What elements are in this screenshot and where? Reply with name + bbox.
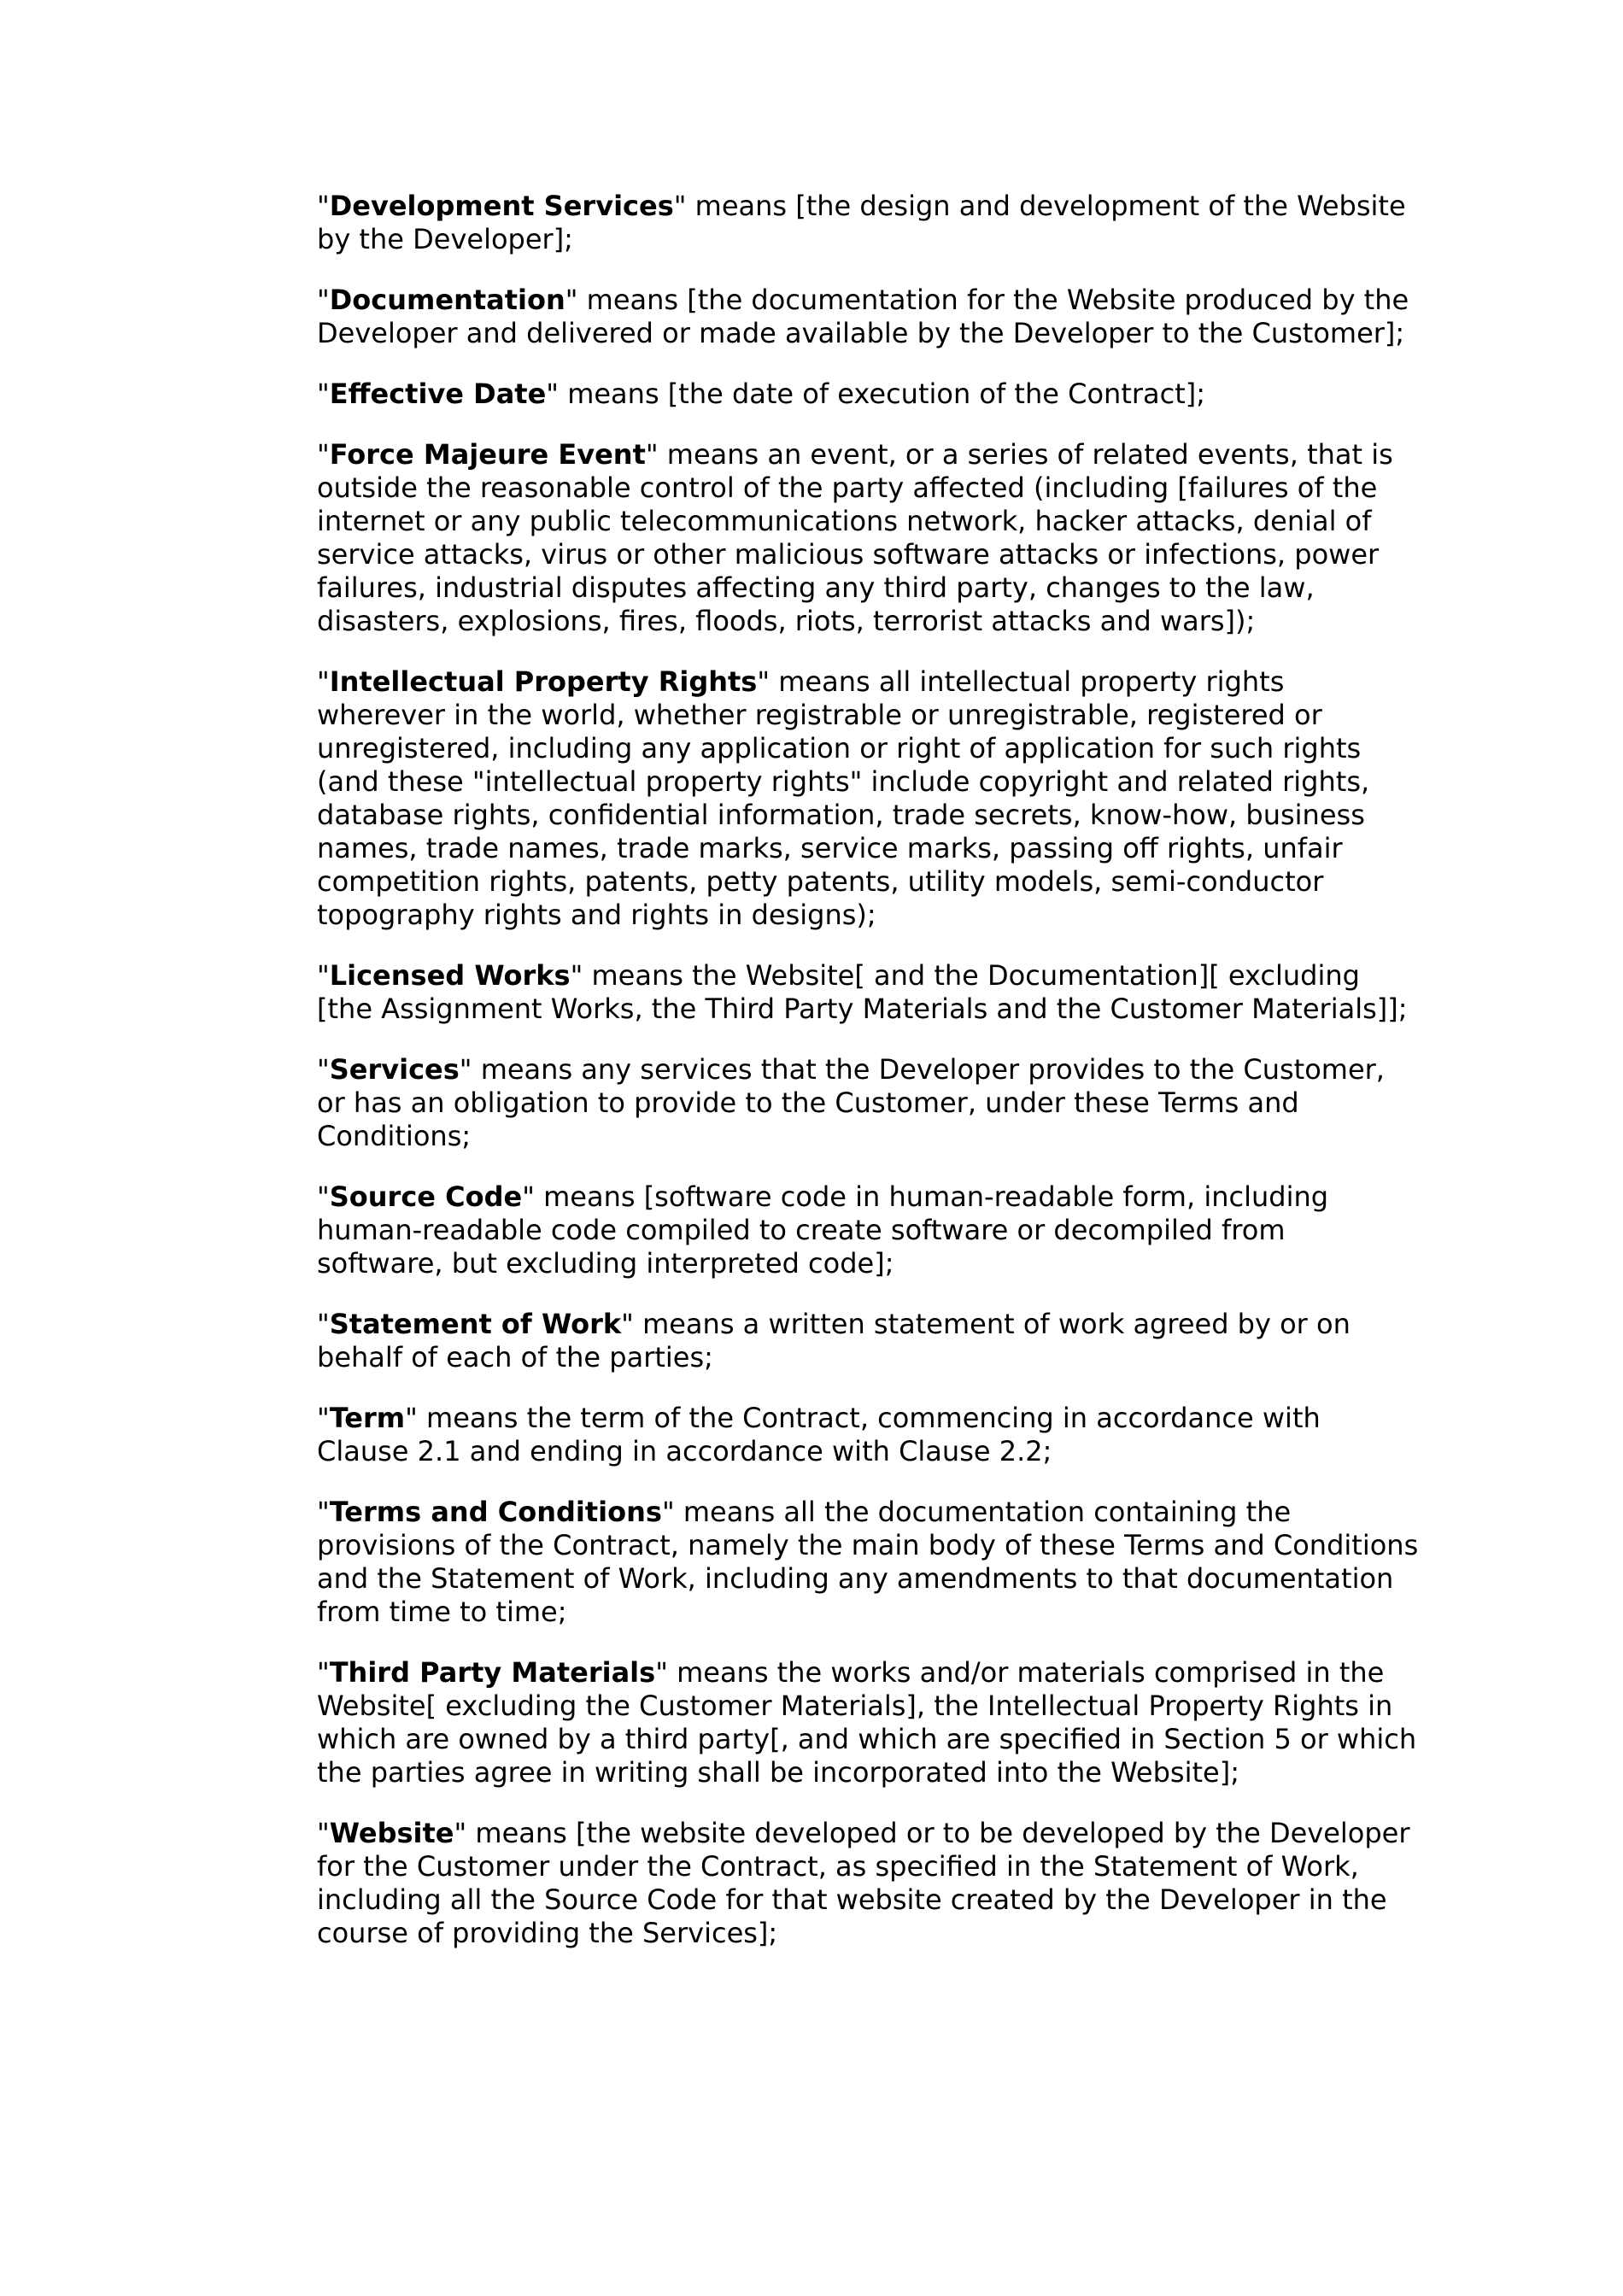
definition-text: means the works and/or materials comprised in the Website[ excluding the Customer Materials], the Intellectual Property Rights in which are owned by a third party[, and which are specified in Section 5 or which the parties agree in writing shall be incorporated into the Website]; (317, 1656, 1417, 1789)
definition-term: Third Party Materials (329, 1656, 656, 1689)
definition-term: Source Code (329, 1180, 523, 1213)
definition-services: "Services" means any services that the Developer provides to the Customer, or has an obligation to provide to the Customer, under these Terms and Conditions; (317, 1053, 1385, 1152)
definition-statement-of-work: "Statement of Work" means a written statement of work agreed by or on behalf of each of the parties; (317, 1308, 1351, 1374)
definition-term-entry: "Term" means the term of the Contract, commencing in accordance with Clause 2.1 and ending in accordance with Clause 2.2; (317, 1402, 1321, 1467)
definition-text: means the Website[ and the Documentation][ excluding [the Assignment Works, the Third Party Materials and the Customer Materials]]; (317, 959, 1408, 1025)
definition-licensed-works: "Licensed Works" means the Website[ and the Documentation][ excluding [the Assignment Works, the Third Party Materials and the Customer Materials]]; (317, 959, 1408, 1025)
definition-text: means [the design and development of the Website by the Developer]; (317, 190, 1406, 255)
definition-term: Term (329, 1402, 406, 1434)
definition-text: means all the documentation containing the provisions of the Contract, namely the main body of these Terms and Conditions and the Statement of Work, including any amendments to that documentation from time to time; (317, 1496, 1419, 1628)
document-page (317, 190, 1419, 1977)
definition-term: Documentation (329, 284, 565, 316)
definition-third-party-materials: "Third Party Materials" means the works and/or materials comprised in the Website[ excluding the Customer Materials], the Intellectual Property Rights in which are owned by a third party[, and which are specified in Section 5 or which the parties agree in writing shall be incorporated into the Website]; (317, 1656, 1417, 1789)
definition-text: means [software code in human-readable form, including human-readable code compiled to create software or decompiled from software, but excluding interpreted code]; (317, 1180, 1329, 1280)
definition-effective-date: "Effective Date" means [the date of execution of the Contract]; (317, 378, 1206, 410)
definition-intellectual-property-rights: "Intellectual Property Rights" means all intellectual property rights wherever in the world, whether registrable or unregistrable, registered or unregistered, including any application or right of application for such rights (and these "intellectual property rights" include copyright and related rights, database rights, confidential information, trade secrets, know-how, business names, trade names, trade marks, service marks, passing off rights, unfair competition rights, patents, petty patents, utility models, semi-conductor topography rights and rights in designs); (317, 665, 1370, 931)
definition-term: Development Services (329, 190, 674, 222)
definition-development-services: "Development Services" means [the design and development of the Website by the Developer]; (317, 190, 1406, 255)
definition-term: Effective Date (329, 378, 547, 410)
definition-force-majeure-event: "Force Majeure Event" means an event, or a series of related events, that is outside the reasonable control of the party affected (including [failures of the internet or any public telecommunications network, hacker attacks, denial of service attacks, virus or other malicious software attacks or infections, power failures, industrial disputes affecting any third party, changes to the law, disasters, explosions, fires, floods, riots, terrorist attacks and wars]); (317, 438, 1393, 637)
definition-text: means [the website developed or to be developed by the Developer for the Customer under the Contract, as specified in the Statement of Work, including all the Source Code for that website created by the Developer in the course of providing the Services]; (317, 1817, 1410, 1949)
definition-term: Services (329, 1053, 460, 1086)
definition-term: Force Majeure Event (329, 438, 646, 471)
definition-text: means the term of the Contract, commencing in accordance with Clause 2.1 and ending in accordance with Clause 2.2; (317, 1402, 1321, 1467)
definition-text: means any services that the Developer provides to the Customer, or has an obligation to provide to the Customer, under these Terms and Conditions; (317, 1053, 1385, 1152)
definition-term: Statement of Work (329, 1308, 622, 1340)
definition-text: means all intellectual property rights wherever in the world, whether registrable or unregistrable, registered or unregistered, including any application or right of application for such rights (and these "intellectual property rights" include copyright and related rights, database rights, confidential information, trade secrets, know-how, business names, trade names, trade marks, service marks, passing off rights, unfair competition rights, patents, petty patents, utility models, semi-conductor topography rights and rights in designs); (317, 665, 1370, 931)
definition-term: Terms and Conditions (329, 1496, 662, 1528)
definition-website: "Website" means [the website developed or to be developed by the Developer for the Customer under the Contract, as specified in the Statement of Work, including all the Source Code for that website created by the Developer in the course of providing the Services]; (317, 1817, 1410, 1949)
definition-text: means [the documentation for the Website produced by the Developer and delivered or made available by the Developer to the Customer]; (317, 284, 1409, 349)
definition-term: Website (329, 1817, 454, 1849)
definition-text: means an event, or a series of related events, that is outside the reasonable control of the party affected (including [failures of the internet or any public telecommunications network, hacker attacks, denial of service attacks, virus or other malicious software attacks or infections, power failures, industrial disputes affecting any third party, changes to the law, disasters, explosions, fires, floods, riots, terrorist attacks and wars]); (317, 438, 1393, 637)
definition-documentation: "Documentation" means [the documentation for the Website produced by the Developer and delivered or made available by the Developer to the Customer]; (317, 284, 1409, 349)
definition-text: means a written statement of work agreed by or on behalf of each of the parties; (317, 1308, 1351, 1374)
definition-term: Intellectual Property Rights (329, 665, 758, 698)
definition-text: means [the date of execution of the Contract]; (559, 378, 1206, 410)
definition-terms-and-conditions: "Terms and Conditions" means all the documentation containing the provisions of the Contract, namely the main body of these Terms and Conditions and the Statement of Work, including any amendments to that documentation from time to time; (317, 1496, 1419, 1628)
definition-source-code: "Source Code" means [software code in human-readable form, including human-readable code compiled to create software or decompiled from software, but excluding interpreted code]; (317, 1180, 1329, 1280)
definition-term: Licensed Works (329, 959, 571, 992)
